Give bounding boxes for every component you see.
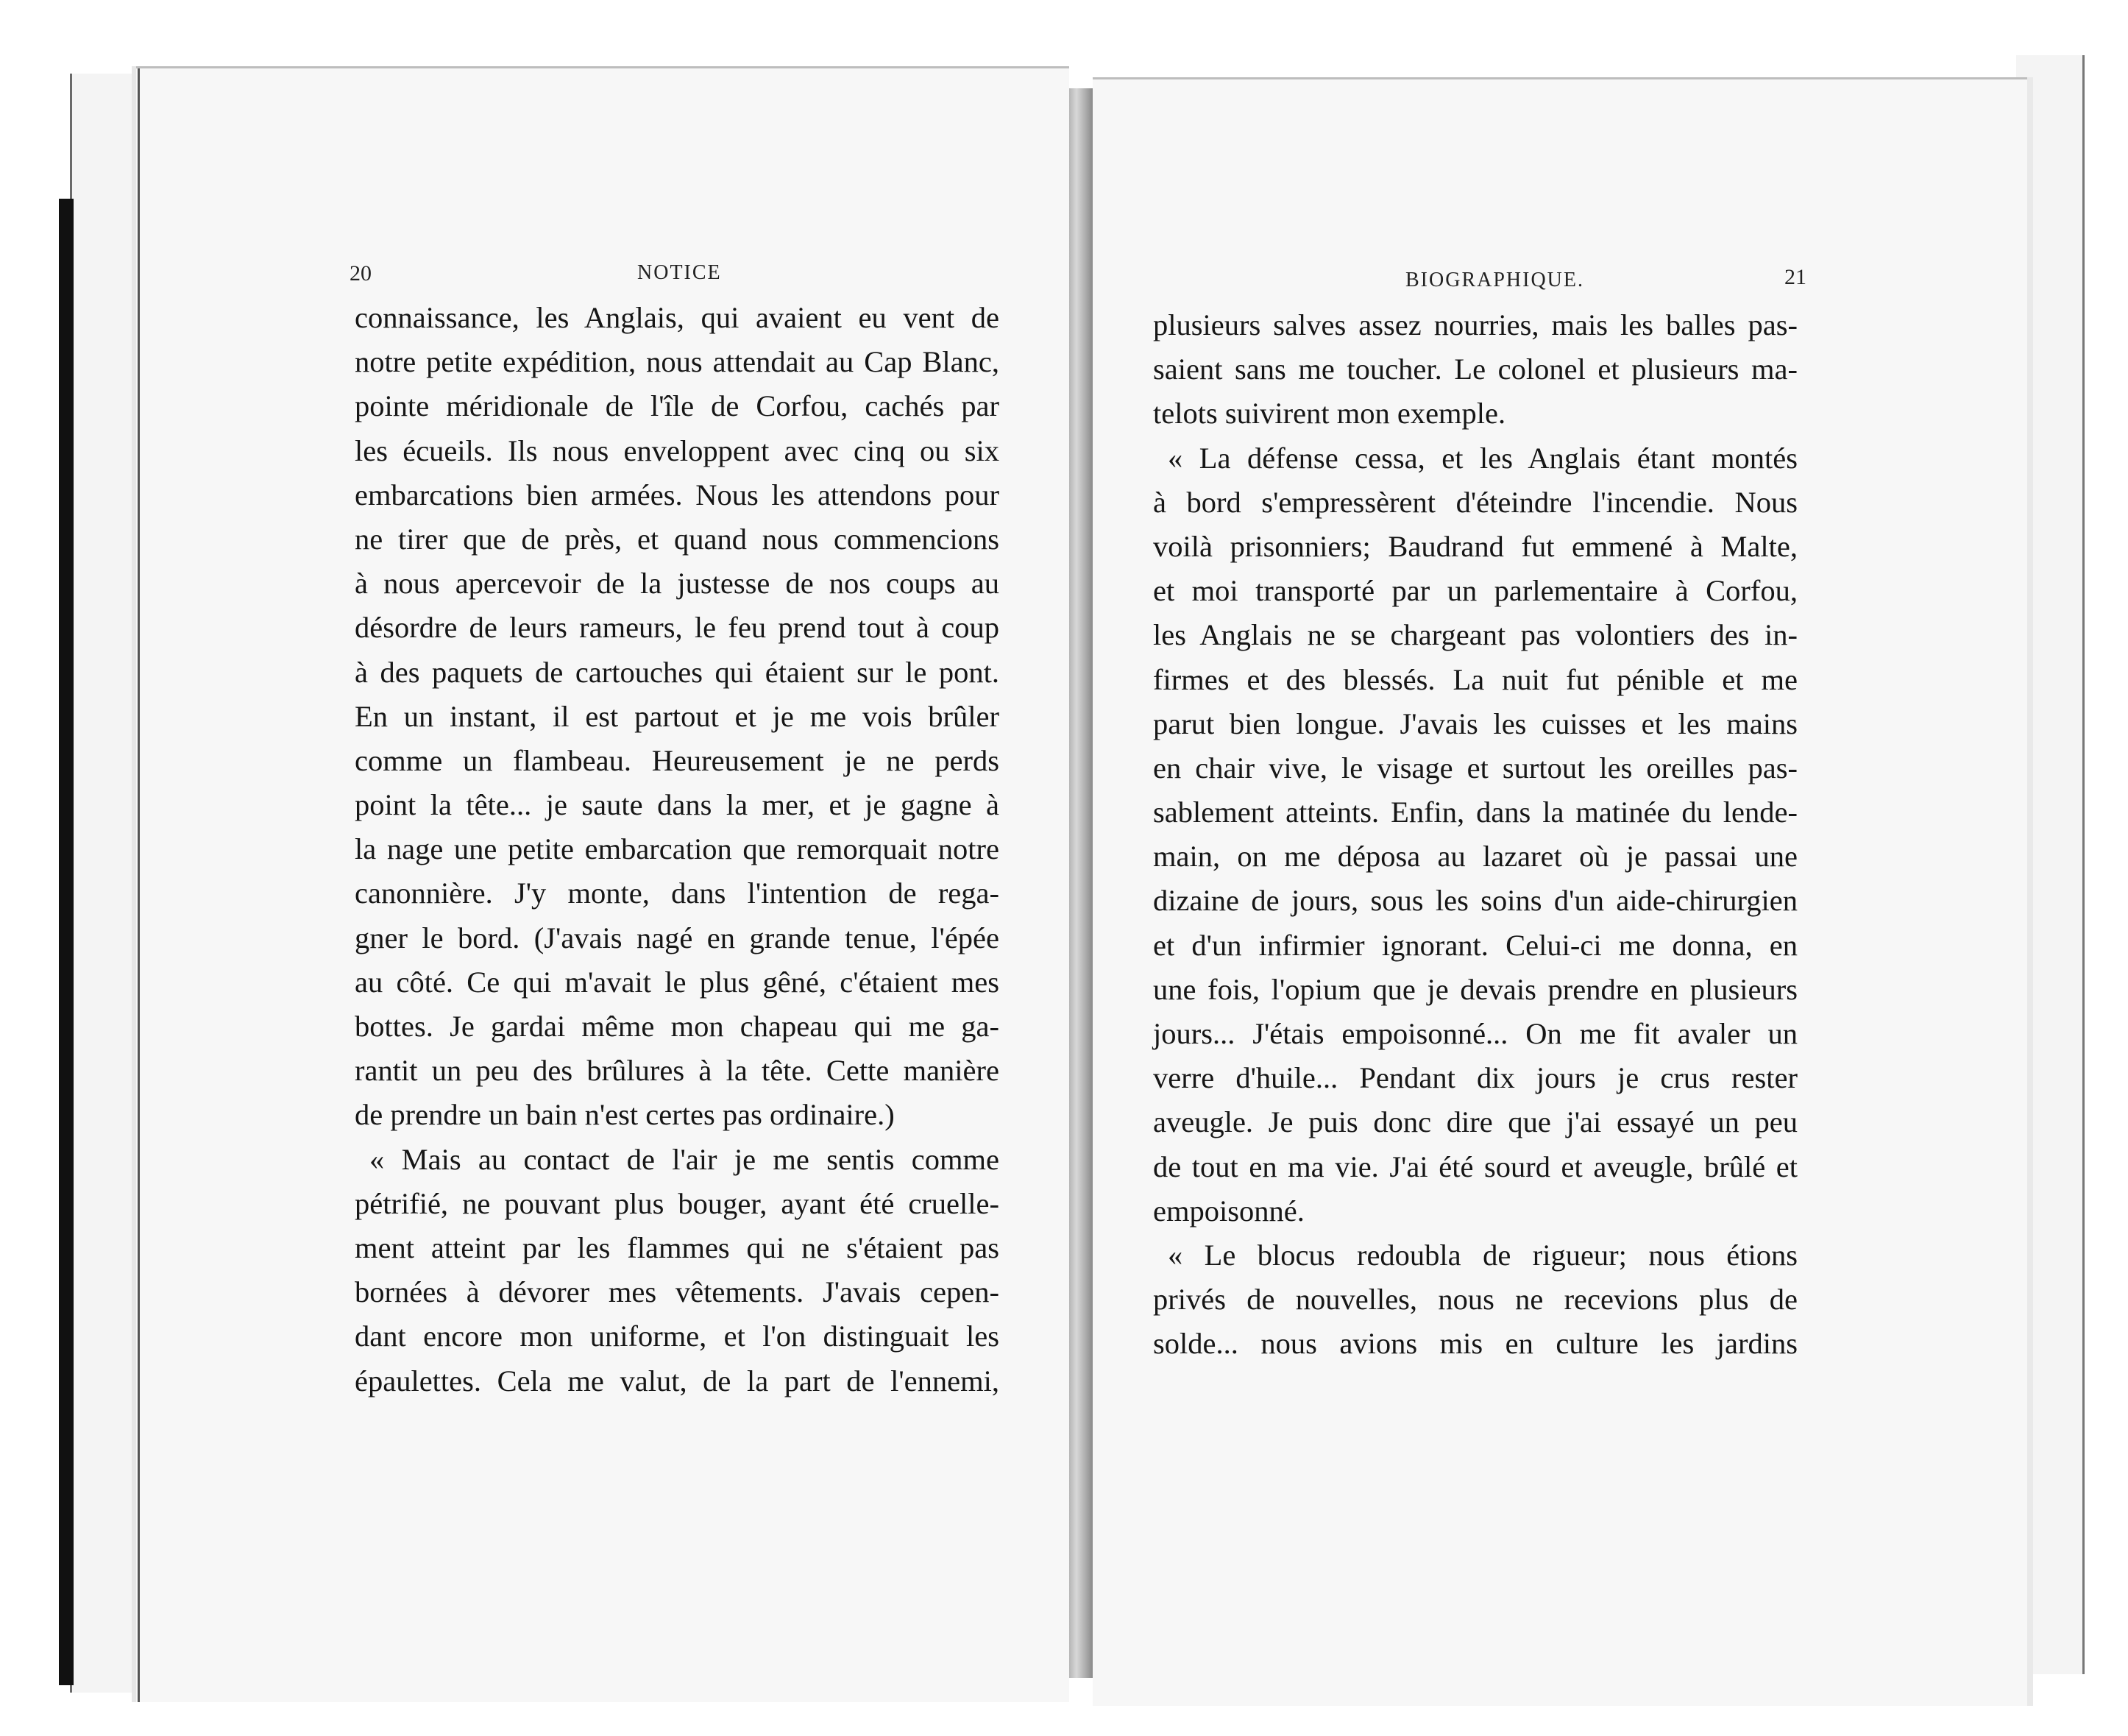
text-line: à bord s'empressèrent d'éteindre l'incendie. Nous — [1153, 485, 1798, 519]
text-line: à nous apercevoir de la justesse de nos coups au — [355, 567, 999, 600]
page-stack-left — [70, 74, 146, 1693]
left-page-body — [355, 296, 999, 1403]
text-line: aveugle. Je puis donc dire que j'ai essayé un peu — [1153, 1105, 1798, 1139]
text-line: saient sans me toucher. Le colonel et plusieurs ma- — [1153, 352, 1798, 386]
text-line: gner le bord. (J'avais nagé en grande tenue, l'épée — [355, 921, 999, 954]
running-head-left: NOTICE — [637, 261, 722, 284]
text-line: pointe méridionale de l'île de Corfou, cachés par — [355, 389, 999, 423]
text-line: voilà prisonniers; Baudrand fut emmené à Malte, — [1153, 529, 1798, 563]
text-line: verre d'huile... Pendant dix jours je crus rester — [1153, 1061, 1798, 1095]
text-line: dant encore mon uniforme, et l'on distinguait les — [355, 1319, 999, 1353]
cover-edge — [59, 199, 74, 1685]
text-line: « Le blocus redoubla de rigueur; nous étions — [1168, 1238, 1798, 1272]
text-line: ment atteint par les flammes qui ne s'étaient pas — [355, 1230, 999, 1264]
text-line: privés de nouvelles, nous ne recevions plus de — [1153, 1283, 1798, 1317]
text-line: canonnière. J'y monte, dans l'intention de rega- — [355, 876, 999, 910]
text-line: « Mais au contact de l'air je me sentis comme — [369, 1142, 999, 1176]
text-line: de tout en ma vie. J'ai été sourd et aveugle, brûlé et — [1153, 1149, 1798, 1183]
text-line: rantit un peu des brûlures à la tête. Cette manière — [355, 1054, 999, 1088]
page-number-right: 21 — [1784, 265, 1806, 289]
text-line: pétrifié, ne pouvant plus bouger, ayant été cruelle- — [355, 1186, 999, 1220]
text-line: empoisonné. — [1153, 1194, 1305, 1227]
text-line: une fois, l'opium que je devais prendre en plusieurs — [1153, 972, 1798, 1006]
running-head-right: BIOGRAPHIQUE. — [1405, 269, 1584, 291]
text-line: les Anglais ne se chargeant pas volontiers des in- — [1153, 618, 1798, 652]
text-line: plusieurs salves assez nourries, mais les balles pas- — [1153, 308, 1798, 341]
text-line: En un instant, il est partout et je me vois brûler — [355, 699, 999, 733]
text-line: ne tirer que de près, et quand nous commencions — [355, 522, 999, 556]
text-line: les écueils. Ils nous enveloppent avec cinq ou six — [355, 433, 999, 467]
text-line: connaissance, les Anglais, qui avaient eu vent de — [355, 301, 999, 334]
text-line: comme un flambeau. Heureusement je ne perds — [355, 743, 999, 777]
text-line: solde... nous avions mis en culture les jardins — [1153, 1327, 1798, 1361]
torn-edge — [138, 68, 140, 1702]
text-line: et moi transporté par un parlementaire à Corfou, — [1153, 574, 1798, 608]
text-line: main, on me déposa au lazaret où je passai une — [1153, 840, 1798, 874]
text-line: et d'un infirmier ignorant. Celui-ci me donna, en — [1153, 928, 1798, 962]
right-page-body — [1153, 303, 1798, 1367]
text-line: « La défense cessa, et les Anglais étant montés — [1168, 441, 1798, 475]
text-line: firmes et des blessés. La nuit fut pénible et me — [1153, 662, 1798, 696]
text-line: notre petite expédition, nous attendait au Cap Blanc, — [355, 345, 999, 379]
text-line: au côté. Ce qui m'avait le plus gêné, c'étaient mes — [355, 965, 999, 999]
text-line: parut bien longue. J'avais les cuisses et les mains — [1153, 706, 1798, 740]
text-line: la nage une petite embarcation que remorquait notre — [355, 832, 999, 866]
text-line: jours... J'étais empoisonné... On me fit avaler un — [1153, 1017, 1798, 1050]
text-line: en chair vive, le visage et surtout les oreilles pas- — [1153, 751, 1798, 784]
text-line: telots suivirent mon exemple. — [1153, 397, 1506, 431]
page-number-left: 20 — [350, 261, 372, 286]
text-line: épaulettes. Cela me valut, de la part de l'ennemi, — [355, 1364, 999, 1397]
text-line: embarcations bien armées. Nous les attendons pour — [355, 478, 999, 511]
text-line: de prendre un bain n'est certes pas ordinaire.) — [355, 1098, 895, 1132]
text-line: bornées à dévorer mes vêtements. J'avais cepen- — [355, 1275, 999, 1309]
text-line: dizaine de jours, sous les soins d'un aide-chirurgien — [1153, 884, 1798, 918]
text-line: à des paquets de cartouches qui étaient sur le pont. — [355, 655, 999, 689]
text-line: sablement atteints. Enfin, dans la matinée du lende- — [1153, 796, 1798, 829]
text-line: désordre de leurs rameurs, le feu prend tout à coup — [355, 611, 999, 645]
text-line: bottes. Je gardai même mon chapeau qui me ga- — [355, 1010, 999, 1043]
text-line: point la tête... je saute dans la mer, et je gagne à — [355, 788, 999, 822]
